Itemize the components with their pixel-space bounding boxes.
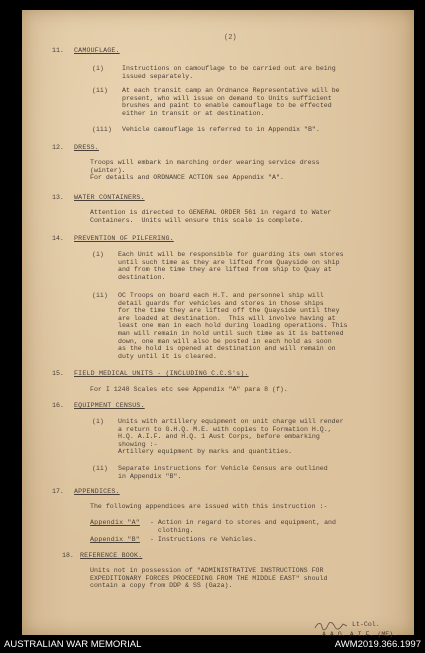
section-heading-prevention-of-pilfering: PREVENTION OF PILFERING. <box>74 235 174 242</box>
section-heading-appendices: APPENDICES. <box>74 488 120 495</box>
signature-appointment: A.A.G. A.I.F. (ME). <box>322 631 398 638</box>
section-number: 14. <box>52 235 64 242</box>
section-number: 18. <box>62 552 74 559</box>
section-number: 16. <box>52 402 64 409</box>
section-heading-equipment-census: EQUIPMENT CENSUS. <box>74 402 145 409</box>
signature-rank: Lt-Col. <box>352 621 380 628</box>
section-heading-camouflage: CAMOUFLAGE. <box>74 47 120 54</box>
section-number: 17. <box>52 488 64 495</box>
appendix-a-label: Appendix "A" <box>90 519 140 526</box>
item-number: (i) <box>92 251 104 258</box>
reference-book-body: Units not in possession of "ADMINISTRATIVE INSTRUCTIONS FOR EXPEDITIONARY FORCES PROCEEDING FROM THE MIDDLE EAST" should contain a copy from DDP & SS (Gaza). <box>90 567 328 590</box>
item-number: (i) <box>92 65 104 72</box>
camouflage-item-ii: At each transit camp an Ordnance Representative will be present, who will issue on demand to Units sufficient brushes and paint to enable camouflage to be effected either in transit or at destination. <box>122 87 340 117</box>
section-number: 13. <box>52 194 64 201</box>
water-containers-body: Attention is directed to GENERAL ORDER 561 in regard to Water Containers. Units will ensure this scale is complete. <box>90 209 332 224</box>
item-number: (iii) <box>92 126 112 133</box>
item-number: (i) <box>92 418 104 425</box>
item-number: (ii) <box>92 87 108 94</box>
section-number: 11. <box>52 47 64 54</box>
pilfering-item-ii: OC Troops on board each H.T. and personnel ship will detail guards for vehicles and stores in those ships for the time they are lifted off the Quayside until they are loaded at destination. This will involve having at least one man in each hold during loading operations. This man will remain in hold until such time as it is battened down, one man will also be posted in each hold as soon as the hold is opened at destination and will remain on duty until it is cleared. <box>118 292 348 360</box>
appendix-a-text: - Action in regard to stores and equipment, and clothing. <box>150 519 336 534</box>
section-number: 12. <box>52 144 64 151</box>
appendices-intro: The following appendices are issued with this instruction :- <box>90 503 328 510</box>
camouflage-item-iii: Vehicle camouflage is referred to in Appendix "B". <box>122 126 320 133</box>
archive-reference: AWM2019.366.1997 <box>334 639 421 650</box>
document-page <box>22 10 414 638</box>
appendix-b-text: - Instructions re Vehicles. <box>150 536 257 543</box>
item-number: (ii) <box>92 465 108 472</box>
section-heading-reference-book: REFERENCE BOOK. <box>80 552 143 559</box>
section-heading-field-medical-units: FIELD MEDICAL UNITS - (INCLUDING C.C.S's). <box>74 370 249 377</box>
camouflage-item-i: Instructions on camouflage to be carried out are being issued separately. <box>122 65 336 80</box>
pilfering-item-i: Each Unit will be responsible for guarding its own stores until such time as they are lifted from Quayside on ship and from the time they are lifted from ship to Quay at destination. <box>118 251 344 281</box>
appendix-b-label: Appendix "B" <box>90 536 140 543</box>
field-medical-units-body: For I 1248 Scales etc see Appendix "A" para 8 (f). <box>90 386 288 393</box>
page-number: (2) <box>224 34 237 42</box>
archive-caption: AUSTRALIAN WAR MEMORIAL <box>4 639 142 650</box>
item-number: (ii) <box>92 292 108 299</box>
equipment-census-item-ii: Separate instructions for Vehicle Census are outlined in Appendix "B". <box>118 465 328 480</box>
section-heading-water-containers: WATER CONTAINERS. <box>74 194 145 201</box>
dress-body: Troops will embark in marching order wearing service dress (winter). For details and ORDNANCE ACTION see Appendix "A". <box>90 159 320 182</box>
section-heading-dress: DRESS. <box>74 144 99 151</box>
handwritten-signature <box>314 621 348 631</box>
section-number: 15. <box>52 370 64 377</box>
equipment-census-item-i: Units with artillery equipment on unit charge will render a return to G.H.Q. M.E. with copies to Formation H.Q., H.Q. A.I.F. and H.Q. 1 Aust Corps, before embarking showing :- Artillery equipment by marks and quantities. <box>118 418 344 456</box>
